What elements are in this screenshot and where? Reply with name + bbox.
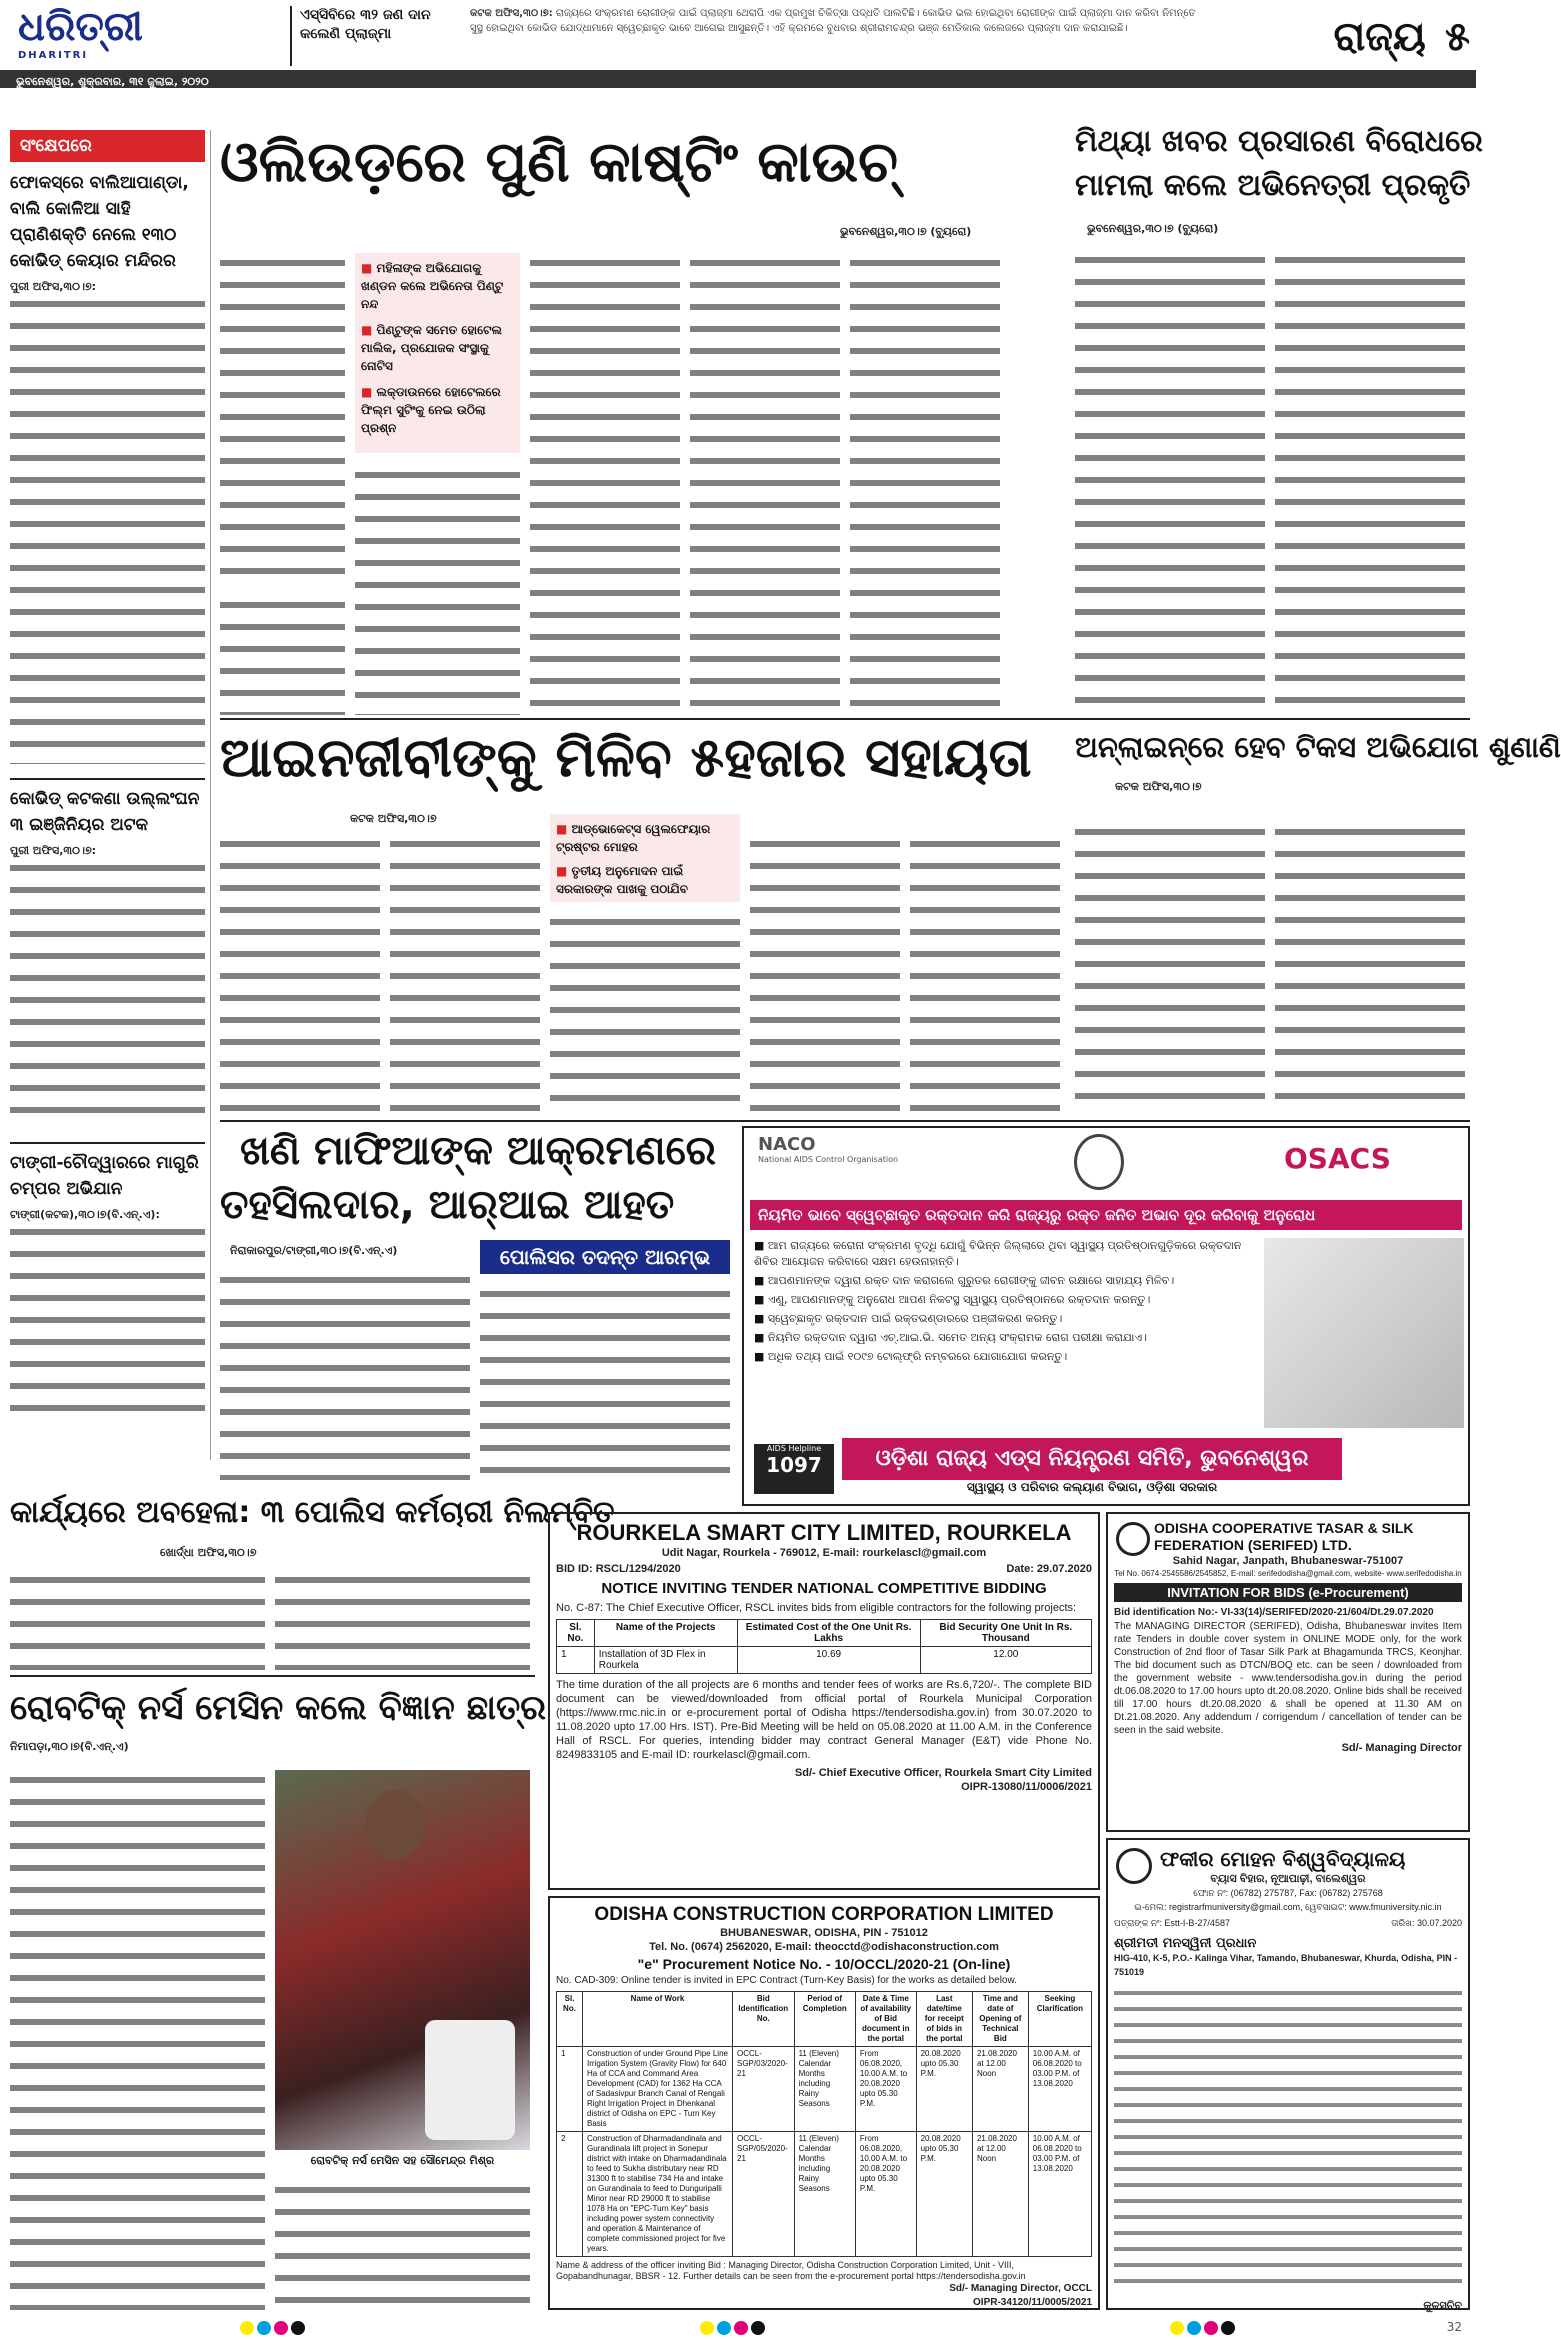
serifed-signature: Sd/- Managing Director bbox=[1341, 1742, 1462, 1754]
story2-col1 bbox=[1075, 250, 1265, 710]
table-header: Estimated Cost of the One Unit Rs. Lakhs bbox=[737, 1620, 920, 1647]
occl-ref: OIPR-34120/11/0005/2021 bbox=[973, 2297, 1092, 2308]
story1-col2 bbox=[530, 253, 680, 715]
story-mining-mafia bbox=[220, 1124, 740, 1484]
teaser-text: ରାଜ୍ୟରେ ସଂକ୍ରମଣ ରୋଗୀଙ୍କ ପାଇଁ ପ୍ଲାଜ୍ମା ଥେରାପି ଏକ ପ୍ରମୁଖ ଚିକିତ୍ସା ପଦ୍ଧତି ପାଲଟିଛି। କୋଭିଡ ଭଲ ହୋଇଥିବା ରୋଗୀଙ୍କ ପାଇଁ ପ୍ଲାଜ୍ମା ଦାନ କରିବା ନିମନ୍ତେ ସୁସ୍ଥ ହୋଇଥିବା କୋଭିଡ ଯୋଦ୍ଧାମାନେ ସ୍ୱେଚ୍ଛାକୃତ ଭାବେ ଆଗେଇ ଆସୁଛନ୍ତି। ଏହି କ୍ରମରେ ବୁଧବାର ଶ୍ରୀରାମଚନ୍ଦ୍ର ଭଞ୍ଜ ମେଡିକାଲ କଲେଜରେ ପ୍ଲାଜ୍ମା ଦାନ କରାଯାଇଛି। bbox=[470, 8, 1196, 34]
logo-subtext: DHARITRI bbox=[18, 50, 89, 61]
table-cell: 21.08.2020 at 12.00 Noon bbox=[972, 2132, 1028, 2257]
story3-highlight-1: ■ ଆଡ୍‌ଭୋକେଟ୍ସ ୱେଲଫେୟାର ଟ୍ରଷ୍ଟର ମୋହର bbox=[556, 822, 711, 854]
story2-headline-2: ମାମଲା କଲେ ଅଭିନେତ୍ରୀ ପ୍ରକୃତି bbox=[1075, 168, 1471, 203]
fmu-email: ଇ-ମେଲ: registrarfmuniversity@gmail.com, ୱେବସାଇଟ: www.fmuniversity.nic.in bbox=[1134, 1902, 1442, 1912]
swatch-icon bbox=[1187, 2321, 1201, 2335]
page-number: ୫ bbox=[1445, 14, 1470, 60]
print-marks bbox=[0, 2318, 1476, 2338]
swatch-icon bbox=[274, 2321, 288, 2335]
story7-headline: ରୋବଟିକ୍ ନର୍ସ ମେସିନ କଲେ ବିଜ୍ଞାନ ଛାତ୍ର bbox=[10, 1688, 546, 1728]
fmu-address: ବ୍ୟାସ ବିହାର, ନୂଆପାଢ଼ୀ, ବାଲେଶ୍ୱର bbox=[1210, 1873, 1366, 1885]
naco-subtext: National AIDS Control Organisation bbox=[758, 1155, 899, 1164]
story6-col1 bbox=[10, 1570, 265, 1670]
robot-photo-caption: ରୋବଟିକ୍ ନର୍ସ ମେସିନ ସହ ସୌମେନ୍ଦ୍ର ମିଶ୍ର bbox=[310, 2154, 495, 2167]
story7-col2 bbox=[275, 2180, 530, 2310]
masthead bbox=[0, 0, 1476, 90]
rscl-bid-row bbox=[556, 1562, 1092, 1576]
table-cell: 2 bbox=[557, 2132, 583, 2257]
table-header: Sl. No. bbox=[557, 1992, 583, 2047]
story-tax-hearing bbox=[1075, 722, 1561, 1117]
table-cell: 20.08.2020 upto 05.30 P.M. bbox=[916, 2132, 972, 2257]
section-name: ରାଜ୍ୟ bbox=[1333, 14, 1426, 60]
rscl-bid-id: BID ID: RSCL/1294/2020 bbox=[556, 1563, 681, 1575]
naco-text: NACO bbox=[758, 1134, 816, 1155]
story5-headline-2: ତହସିଲଦାର, ଆର୍‌ଆଇ ଆହତ bbox=[220, 1182, 675, 1228]
rscl-title: ROURKELA SMART CITY LIMITED, ROURKELA bbox=[576, 1520, 1072, 1545]
story3-col1 bbox=[220, 834, 380, 1114]
blood-ad-point: ■ ସ୍ୱେଚ୍ଛାକୃତ ରକ୍ତଦାନ ପାଇଁ ରକ୍ତଭଣ୍ଡାରରେ ପଞ୍ଜୀକରଣ କରନ୍ତୁ। bbox=[754, 1312, 1063, 1325]
student-avatar bbox=[365, 1790, 425, 1860]
occl-footer: Name & address of the officer inviting Bid : Managing Director, Odisha Construction Corporation Limited, Unit - VIII, Gopabandhunagar, BBSR - 12. Further details can be seen from the e-procurement portal https://tendersodisha.gov.in bbox=[556, 2260, 1026, 2281]
story3-highlight-2: ■ ତୃତୀୟ ଅନୁମୋଦନ ପାଇଁ ସରକାରଙ୍କ ପାଖକୁ ପଠାଯିବ bbox=[556, 864, 688, 896]
blood-ad-points bbox=[754, 1238, 1254, 1448]
fmu-title: ଫକୀର ମୋହନ ବିଶ୍ୱବିଦ୍ୟାଳୟ bbox=[1160, 1847, 1406, 1871]
teaser-body bbox=[470, 6, 1200, 68]
dateline-bar bbox=[0, 70, 1476, 88]
swatch-icon bbox=[257, 2321, 271, 2335]
rule-2 bbox=[220, 1120, 1470, 1122]
brief-1-body bbox=[10, 294, 205, 764]
helpline-number: 1097 bbox=[766, 1453, 822, 1477]
color-swatches-mid bbox=[700, 2320, 768, 2339]
fmu-recipient: ଶ୍ରୀମତୀ ମନସ୍ୱିନୀ ପ୍ରଧାନ bbox=[1114, 1936, 1257, 1951]
blood-ad-dept: ସ୍ୱାସ୍ଥ୍ୟ ଓ ପରିବାର କଲ୍ୟାଣ ବିଭାଗ, ଓଡ଼ିଶା ସରକାର bbox=[966, 1480, 1218, 1494]
rscl-address: Udit Nagar, Rourkela - 769012, E-mail: rourkelascl@gmail.com bbox=[661, 1547, 987, 1559]
occl-notice-title: "e" Procurement Notice No. - 10/OCCL/2020-21 (On-line) bbox=[637, 1956, 1011, 1972]
story7-col1 bbox=[10, 1770, 265, 2310]
occl-table bbox=[556, 1991, 1092, 2257]
serifed-subtitle: INVITATION FOR BIDS (e-Procurement) bbox=[1114, 1583, 1462, 1602]
serifed-bid-id: Bid identification No:- VI-33(14)/SERIFED/2020-21/604/Dt.29.07.2020 bbox=[1114, 1607, 1434, 1618]
blood-ad-point: ■ ଏଣୁ, ଆପଣମାନଙ୍କୁ ଅନୁରୋଧ ଆପଣ ନିକଟସ୍ଥ ସ୍ୱାସ୍ଥ୍ୟ ପ୍ରତିଷ୍ଠାନରେ ରକ୍ତଦାନ କରନ୍ତୁ। bbox=[754, 1293, 1151, 1306]
helpline-label: AIDS Helpline bbox=[766, 1444, 822, 1453]
rscl-intro: No. C-87: The Chief Executive Officer, RSCL invites bids from eligible contractors for the following projects: bbox=[556, 1602, 1077, 1614]
story5-tag: ପୋଲିସର ତଦନ୍ତ ଆରମ୍ଭ bbox=[480, 1240, 730, 1274]
brief-1-dateline: ପୁରୀ ଅଫିସ,୩୦।୭: bbox=[10, 280, 97, 293]
blood-donation-ad bbox=[742, 1126, 1470, 1506]
occl-intro: No. CAD-309: Online tender is invited in EPC Contract (Turn-Key Basis) for the works as detailed below. bbox=[556, 1975, 1017, 1986]
blood-ad-title: ନିୟମିତ ଭାବେ ସ୍ୱେଚ୍ଛାକୃତ ରକ୍ତଦାନ କରି ରାଜ୍ୟରୁ ରକ୍ତ ଜନିତ ଅଭାବ ଦୂର କରିବାକୁ ଅନୁରୋଧ bbox=[750, 1200, 1462, 1230]
blood-ad-point: ■ ନିୟମିତ ରକ୍ତଦାନ ଦ୍ୱାରା ଏଚ୍.ଆଇ.ଭି. ସମେତ ଅନ୍ୟ ସଂକ୍ରାମକ ରୋଗ ପରୀକ୍ଷା କରାଯାଏ। bbox=[754, 1331, 1148, 1344]
fmu-logo-icon bbox=[1116, 1848, 1152, 1884]
table-cell: Construction of Dharmadandinala and Gurandinala lift project in Sonepur district with intake on Dharmadandinala to feed to Sukha distributary near RD 31300 ft to stabilise 734 Ha and intake on Gurandinala to feed to Dunguripalli Minor near RD 29000 ft to stabilise 1078 Ha on "EPC-Turn Key" basis including power system connectivity and operation & Maintenance of complete commissioned project for five years. bbox=[583, 2132, 733, 2257]
story-robotic-nurse bbox=[10, 1680, 546, 2310]
swatch-icon bbox=[1221, 2321, 1235, 2335]
serifed-logo-icon bbox=[1116, 1522, 1150, 1556]
naco-logo bbox=[758, 1134, 978, 1194]
table-header-row bbox=[557, 1620, 1092, 1647]
table-cell: 11 (Eleven) Calendar Months including Rainy Seasons bbox=[794, 2132, 855, 2257]
table-row bbox=[557, 2047, 1092, 2132]
rscl-ref: OIPR-13080/11/0006/2021 bbox=[961, 1781, 1092, 1793]
table-header: Name of Work bbox=[583, 1992, 733, 2047]
teaser-dateline: କଟକ ଅଫିସ,୩୦।୭: bbox=[470, 8, 553, 19]
occl-title: ODISHA CONSTRUCTION CORPORATION LIMITED bbox=[594, 1904, 1054, 1925]
story3-highlight-box bbox=[550, 814, 740, 902]
story6-dateline: ଖୋର୍ଦ୍ଧା ଅଫିସ,୩୦।୭ bbox=[160, 1546, 257, 1559]
story6-headline: କାର୍ଯ୍ୟରେ ଅବହେଳା: ୩ ପୋଲିସ କର୍ମଚାରୀ ନିଲମ୍ବିତ bbox=[10, 1495, 615, 1530]
serifed-tender-ad bbox=[1106, 1512, 1470, 1832]
table-cell: 12.00 bbox=[920, 1647, 1091, 1674]
story1-headline: ଓଲିଉଡ଼ରେ ପୁଣି କାଷ୍ଟିଂ କାଉଚ୍ bbox=[220, 130, 898, 195]
column-divider bbox=[210, 130, 211, 1460]
briefs-label: ସଂକ୍ଷେପରେ bbox=[10, 130, 205, 162]
table-cell: Construction of under Ground Pipe Line Irrigation System (Gravity Flow) for 640 Ha of CCA and Command Area Development (CAD) for 1362 Ha CCA of Sadasivpur Branch Canal of Rengali Right Irrigation Project in Dhenkanal district of Odisha on EPC - Turn Key Basis bbox=[583, 2047, 733, 2132]
story4-col1 bbox=[1075, 822, 1265, 1114]
brief-3-title: ଟାଙ୍ଗୀ-ଚୌଦ୍ୱାରରେ ମାଗୁରି ଚମ୍ପର ଅଭିଯାନ bbox=[10, 1142, 205, 1202]
fmu-body bbox=[1114, 1985, 1462, 2295]
table-header: Time and date of Opening of Technical Bid bbox=[972, 1992, 1028, 2047]
serifed-address: Sahid Nagar, Janpath, Bhubaneswar-751007 bbox=[1172, 1555, 1404, 1567]
teaser-title: ଏସ୍‌ସିବିରେ ୩୨ ଜଣ ଦାନ କଲେଣି ପ୍ଲାଜ୍ମା bbox=[290, 6, 460, 66]
rscl-date: Date: 29.07.2020 bbox=[1006, 1563, 1092, 1575]
story1-highlight-2: ■ ପିଣ୍ଟୁଙ୍କ ସମେତ ହୋଟେଲ ମାଲିକ, ପ୍ରଯୋଜକ ସଂସ୍ଥାକୁ ନୋଟିସ bbox=[361, 323, 502, 373]
table-cell: From 06.08.2020, 10.00 A.M. to 20.08.2020 upto 05.30 P.M. bbox=[855, 2047, 916, 2132]
blood-ad-point: ■ ଅଧିକ ତଥ୍ୟ ପାଇଁ ୧୦୯୭ ଟୋଲ୍‌ଫ୍ରି ନମ୍ବରରେ ଯୋଗାଯୋଗ କରନ୍ତୁ। bbox=[754, 1350, 1068, 1363]
fmu-letter-row bbox=[1114, 1916, 1462, 1930]
table-row bbox=[557, 1647, 1092, 1674]
fmu-notice-ad bbox=[1106, 1838, 1470, 2310]
rule-3 bbox=[10, 1675, 535, 1677]
brief-2-dateline: ପୁରୀ ଅଫିସ,୩୦।୭: bbox=[10, 844, 97, 857]
swatch-icon bbox=[751, 2321, 765, 2335]
story7-dateline: ନିମାପଡ଼ା,୩୦।୭(ବି.ଏନ୍.ଏ) bbox=[10, 1740, 129, 1753]
page-marker: 32 bbox=[1446, 2320, 1462, 2334]
date-text: ଭୁବନେଶ୍ୱର, ଶୁକ୍ରବାର, ୩୧ ଜୁଲାଇ, ୨୦୨୦ bbox=[16, 75, 209, 88]
section-label bbox=[1230, 14, 1470, 74]
blood-ad-point: ■ ଆପଣମାନଙ୍କ ଦ୍ୱାରା ରକ୍ତ ଦାନ କରାଗଲେ ଗୁରୁତର ରୋଗୀଙ୍କୁ ଜୀବନ ରକ୍ଷାରେ ସାହାଯ୍ୟ ମିଳିବ। bbox=[754, 1274, 1175, 1287]
table-cell: From 06.08.2020, 10.00 A.M. to 20.08.2020 upto 05.30 P.M. bbox=[855, 2132, 916, 2257]
swatch-icon bbox=[734, 2321, 748, 2335]
story5-headline-1: ଖଣି ମାଫିଆଙ୍କ ଆକ୍ରମଣରେ bbox=[240, 1128, 716, 1174]
occl-address: BHUBANESWAR, ODISHA, PIN - 751012 bbox=[720, 1927, 928, 1939]
rule-1 bbox=[220, 718, 1470, 720]
blood-ad-point: ■ ଆମ ରାଜ୍ୟରେ କରୋନା ସଂକ୍ରମଣ ବୃଦ୍ଧି ଯୋଗୁଁ ବିଭିନ୍ନ ଜିଲ୍ଲାରେ ଥିବା ସ୍ୱାସ୍ଥ୍ୟ ପ୍ରତିଷ୍ଠାନଗୁଡ଼ିକରେ ରକ୍ତଦାନ ଶିବିର ଆୟୋଜନ କରିବାରେ ସକ୍ଷମ ହେଉନାହାନ୍ତି। bbox=[754, 1239, 1242, 1268]
table-header: Seeking Clarification bbox=[1028, 1992, 1091, 2047]
story3-dateline: କଟକ ଅଫିସ,୩୦।୭ bbox=[350, 812, 437, 825]
story3-col3 bbox=[550, 912, 740, 1114]
story4-headline: ଅନ୍‌ଲାଇନ୍‌ରେ ହେବ ଟିକସ ଅଭିଯୋଗ ଶୁଣାଣି bbox=[1075, 730, 1561, 764]
brief-3-body bbox=[10, 1222, 205, 1422]
color-swatches-left bbox=[240, 2320, 308, 2339]
table-cell: 20.08.2020 upto 05.30 P.M. bbox=[916, 2047, 972, 2132]
logo bbox=[18, 4, 158, 64]
blood-ad-org: ଓଡ଼ିଶା ରାଜ୍ୟ ଏଡ୍ସ ନିୟନ୍ତ୍ରଣ ସମିତି, ଭୁବନେଶ୍ୱର bbox=[842, 1438, 1342, 1480]
occl-signature: Sd/- Managing Director, OCCL bbox=[949, 2283, 1092, 2294]
occl-tender-ad bbox=[548, 1896, 1100, 2310]
rscl-tender-ad bbox=[548, 1512, 1100, 1890]
occl-contact: Tel. No. (0674) 2562020, E-mail: theocctd@odishaconstruction.com bbox=[649, 1941, 999, 1953]
story1-dateline: ଭୁବନେଶ୍ୱର,୩୦।୭ (ବ୍ୟୁରୋ) bbox=[840, 225, 972, 238]
fmu-recipient-address: HIG-410, K-5, P.O.- Kalinga Vihar, Tamando, Bhubaneswar, Khurda, Odisha, PIN - 751019 bbox=[1114, 1953, 1458, 1977]
story3-col5 bbox=[910, 834, 1060, 1114]
table-cell: Installation of 3D Flex in Rourkela bbox=[594, 1647, 737, 1674]
table-cell: OCCL-SGP/03/2020-21 bbox=[733, 2047, 795, 2132]
story1-highlight-box bbox=[355, 253, 520, 453]
table-cell: 1 bbox=[557, 2047, 583, 2132]
story1-col1 bbox=[220, 253, 345, 583]
brief-2-body bbox=[10, 858, 205, 1128]
fmu-letter-no: ପତ୍ରାଙ୍କ ନଂ: Estt-I-B-27/4587 bbox=[1114, 1918, 1230, 1928]
story1-highlight-1: ■ ମହିଳାଙ୍କ ଅଭିଯୋଗକୁ ଖଣ୍ଡନ କଲେ ଅଭିନେତା ପିଣ୍ଟୁ ନନ୍ଦ bbox=[361, 261, 504, 311]
story1-highlight-3: ■ ଲକ୍‌ଡାଉନରେ ହୋଟେଲରେ ଫିଲ୍ମ ସୁଟିଂକୁ ନେଇ ଉଠିଲା ପ୍ରଶ୍ନ bbox=[361, 385, 501, 435]
story1-col1c bbox=[220, 595, 345, 715]
table-row bbox=[557, 2132, 1092, 2257]
swatch-icon bbox=[1170, 2321, 1184, 2335]
story1-col1b bbox=[355, 465, 520, 715]
brief-1-title: ଫୋକସ୍‌ରେ ବାଲିଆପାଣ୍ଡା, ବାଲି କୋଳିଆ ସାହି ପ୍ରାଣିଶକ୍ତି ନେଲେ ୧୩୦ କୋଭିଡ୍ କେୟାର ମନ୍ଦିରର bbox=[10, 173, 189, 271]
story5-col1 bbox=[220, 1270, 470, 1480]
swatch-icon bbox=[240, 2321, 254, 2335]
color-swatches-right bbox=[1170, 2320, 1238, 2339]
table-cell: 21.08.2020 at 12.00 Noon bbox=[972, 2047, 1028, 2132]
blood-bag-image bbox=[1264, 1238, 1464, 1428]
serifed-title: ODISHA COOPERATIVE TASAR & SILK FEDERATION (SERIFED) LTD. bbox=[1154, 1520, 1414, 1553]
rscl-notice-title: NOTICE INVITING TENDER NATIONAL COMPETITIVE BIDDING bbox=[601, 1580, 1047, 1597]
story5-dateline: ନିରାକାରପୁର/ଟାଙ୍ଗୀ,୩୦।୭(ବି.ଏନ୍.ଏ) bbox=[230, 1244, 398, 1257]
story4-dateline: କଟକ ଅଫିସ,୩୦।୭ bbox=[1115, 780, 1202, 793]
osacs-logo: OSACS bbox=[1284, 1142, 1391, 1175]
table-cell: 1 bbox=[557, 1647, 595, 1674]
story6-col2 bbox=[275, 1570, 530, 1670]
emblem-icon bbox=[1074, 1134, 1124, 1190]
swatch-icon bbox=[291, 2321, 305, 2335]
brief-3-dateline: ଟାଙ୍ଗୀ(କଟକ),୩୦।୭(ବି.ଏନ୍.ଏ): bbox=[10, 1208, 160, 1221]
swatch-icon bbox=[700, 2321, 714, 2335]
brief-2-title: କୋଭିଡ୍ କଟକଣା ଉଲ୍ଲଂଘନ ୩ ଇଞ୍ଜିନିୟର ଅଟକ bbox=[10, 778, 205, 838]
swatch-icon bbox=[717, 2321, 731, 2335]
serifed-contact: Tel No. 0674-2545586/2545852, E-mail: serifedodisha@gmail.com, website- www.serifedodisha.in bbox=[1114, 1569, 1462, 1578]
story2-dateline: ଭୁବନେଶ୍ୱର,୩୦।୭ (ବ୍ୟୁରୋ) bbox=[1087, 222, 1219, 235]
swatch-icon bbox=[1204, 2321, 1218, 2335]
table-header: Bid Security One Unit In Rs. Thousand bbox=[920, 1620, 1091, 1647]
fmu-letter-date: ତାରିଖ: 30.07.2020 bbox=[1391, 1918, 1462, 1928]
story3-headline: ଆଇନଜୀବୀଙ୍କୁ ମିଳିବ ୫ହଜାର ସହାୟତା bbox=[220, 726, 1032, 789]
story-lawyer-aid bbox=[220, 722, 1070, 1117]
table-header: Sl. No. bbox=[557, 1620, 595, 1647]
table-header: Period of Completion bbox=[794, 1992, 855, 2047]
story1-col3 bbox=[690, 253, 840, 715]
table-cell: OCCL-SGP/05/2020-21 bbox=[733, 2132, 795, 2257]
story2-headline-1: ମିଥ୍ୟା ଖବର ପ୍ରସାରଣ ବିରୋଧରେ bbox=[1075, 124, 1483, 159]
table-cell: 10.00 A.M. of 06.08.2020 to 03.00 P.M. of 13.08.2020 bbox=[1028, 2047, 1091, 2132]
table-header: Name of the Projects bbox=[594, 1620, 737, 1647]
serifed-body: The MANAGING DIRECTOR (SERIFED), Odisha, Bhubaneswar invites Item rate Tenders in double cover system in ONLINE MODE only, for the work Construction of 2nd floor of Tasar Silk Park at Bhagamunda TRCS, Keonjhar. The bid document such as DTCN/BOQ etc. can be seen / downloaded from the government website - www.tendersodisha.gov.in during the period dt.06.08.2020 to 17.00 hours upto dt.20.08.2020. Online bids shall be received till 17.00 hours dt.20.08.2020 & shall be opened at 11.30 AM on Dt.21.08.2020. Any addendum / corrigendum / cancellation of tender can be seen in the said website. bbox=[1114, 1621, 1462, 1736]
robot-photo bbox=[275, 1770, 530, 2150]
aids-helpline bbox=[754, 1444, 834, 1494]
story2-col2 bbox=[1275, 250, 1465, 710]
table-cell: 10.00 A.M. of 06.08.2020 to 03.00 P.M. of 13.08.2020 bbox=[1028, 2132, 1091, 2257]
story5-col2 bbox=[480, 1284, 730, 1480]
story-actress-case bbox=[1075, 120, 1483, 710]
table-header: Date & Time of availability of Bid document in the portal bbox=[855, 1992, 916, 2047]
story3-col2 bbox=[390, 834, 540, 1114]
logo-text: ଧରିତ୍ରୀ bbox=[18, 4, 143, 50]
briefs-column bbox=[10, 130, 205, 1460]
rscl-body: The time duration of the all projects are 6 months and tender fees of works are Rs.6,720/-. The complete BID document can be viewed/downloaded from official portal of Rourkela Municipal Corporation (https://www.rmc.nic.in or e-procurement portal of Odisha https://tendersodisha.gov.in) from 30.07.2020 to 11.08.2020 upto 17.00 Hrs. IST). Pre-Bid Meeting will be held on 05.08.2020 at 11.00 A.M. in the Conference Hall of RSCL. For queries, intending bidder may contract General Manager (E&T) vide Phone No. 8249833105 and E-mail ID: rourkelascl@gmail.com. bbox=[556, 1679, 1092, 1761]
table-header-row bbox=[557, 1992, 1092, 2047]
story1-col4 bbox=[850, 253, 1000, 715]
rscl-signature: Sd/- Chief Executive Officer, Rourkela Smart City Limited bbox=[794, 1767, 1092, 1779]
rscl-table bbox=[556, 1619, 1092, 1674]
story4-col2 bbox=[1275, 822, 1465, 1114]
table-cell: 11 (Eleven) Calendar Months including Rainy Seasons bbox=[794, 2047, 855, 2132]
story3-col4 bbox=[750, 834, 900, 1114]
robot-shape bbox=[425, 2020, 515, 2140]
table-header: Bid Identification No. bbox=[733, 1992, 795, 2047]
table-cell: 10.69 bbox=[737, 1647, 920, 1674]
fmu-phone: ଫୋନ ନଂ: (06782) 275787, Fax: (06782) 275768 bbox=[1193, 1888, 1383, 1898]
fmu-signature: କୁଳସଚିବ bbox=[1423, 2300, 1462, 2312]
story-casting-couch bbox=[220, 125, 1070, 715]
table-header: Last date/time for receipt of bids in the portal bbox=[916, 1992, 972, 2047]
